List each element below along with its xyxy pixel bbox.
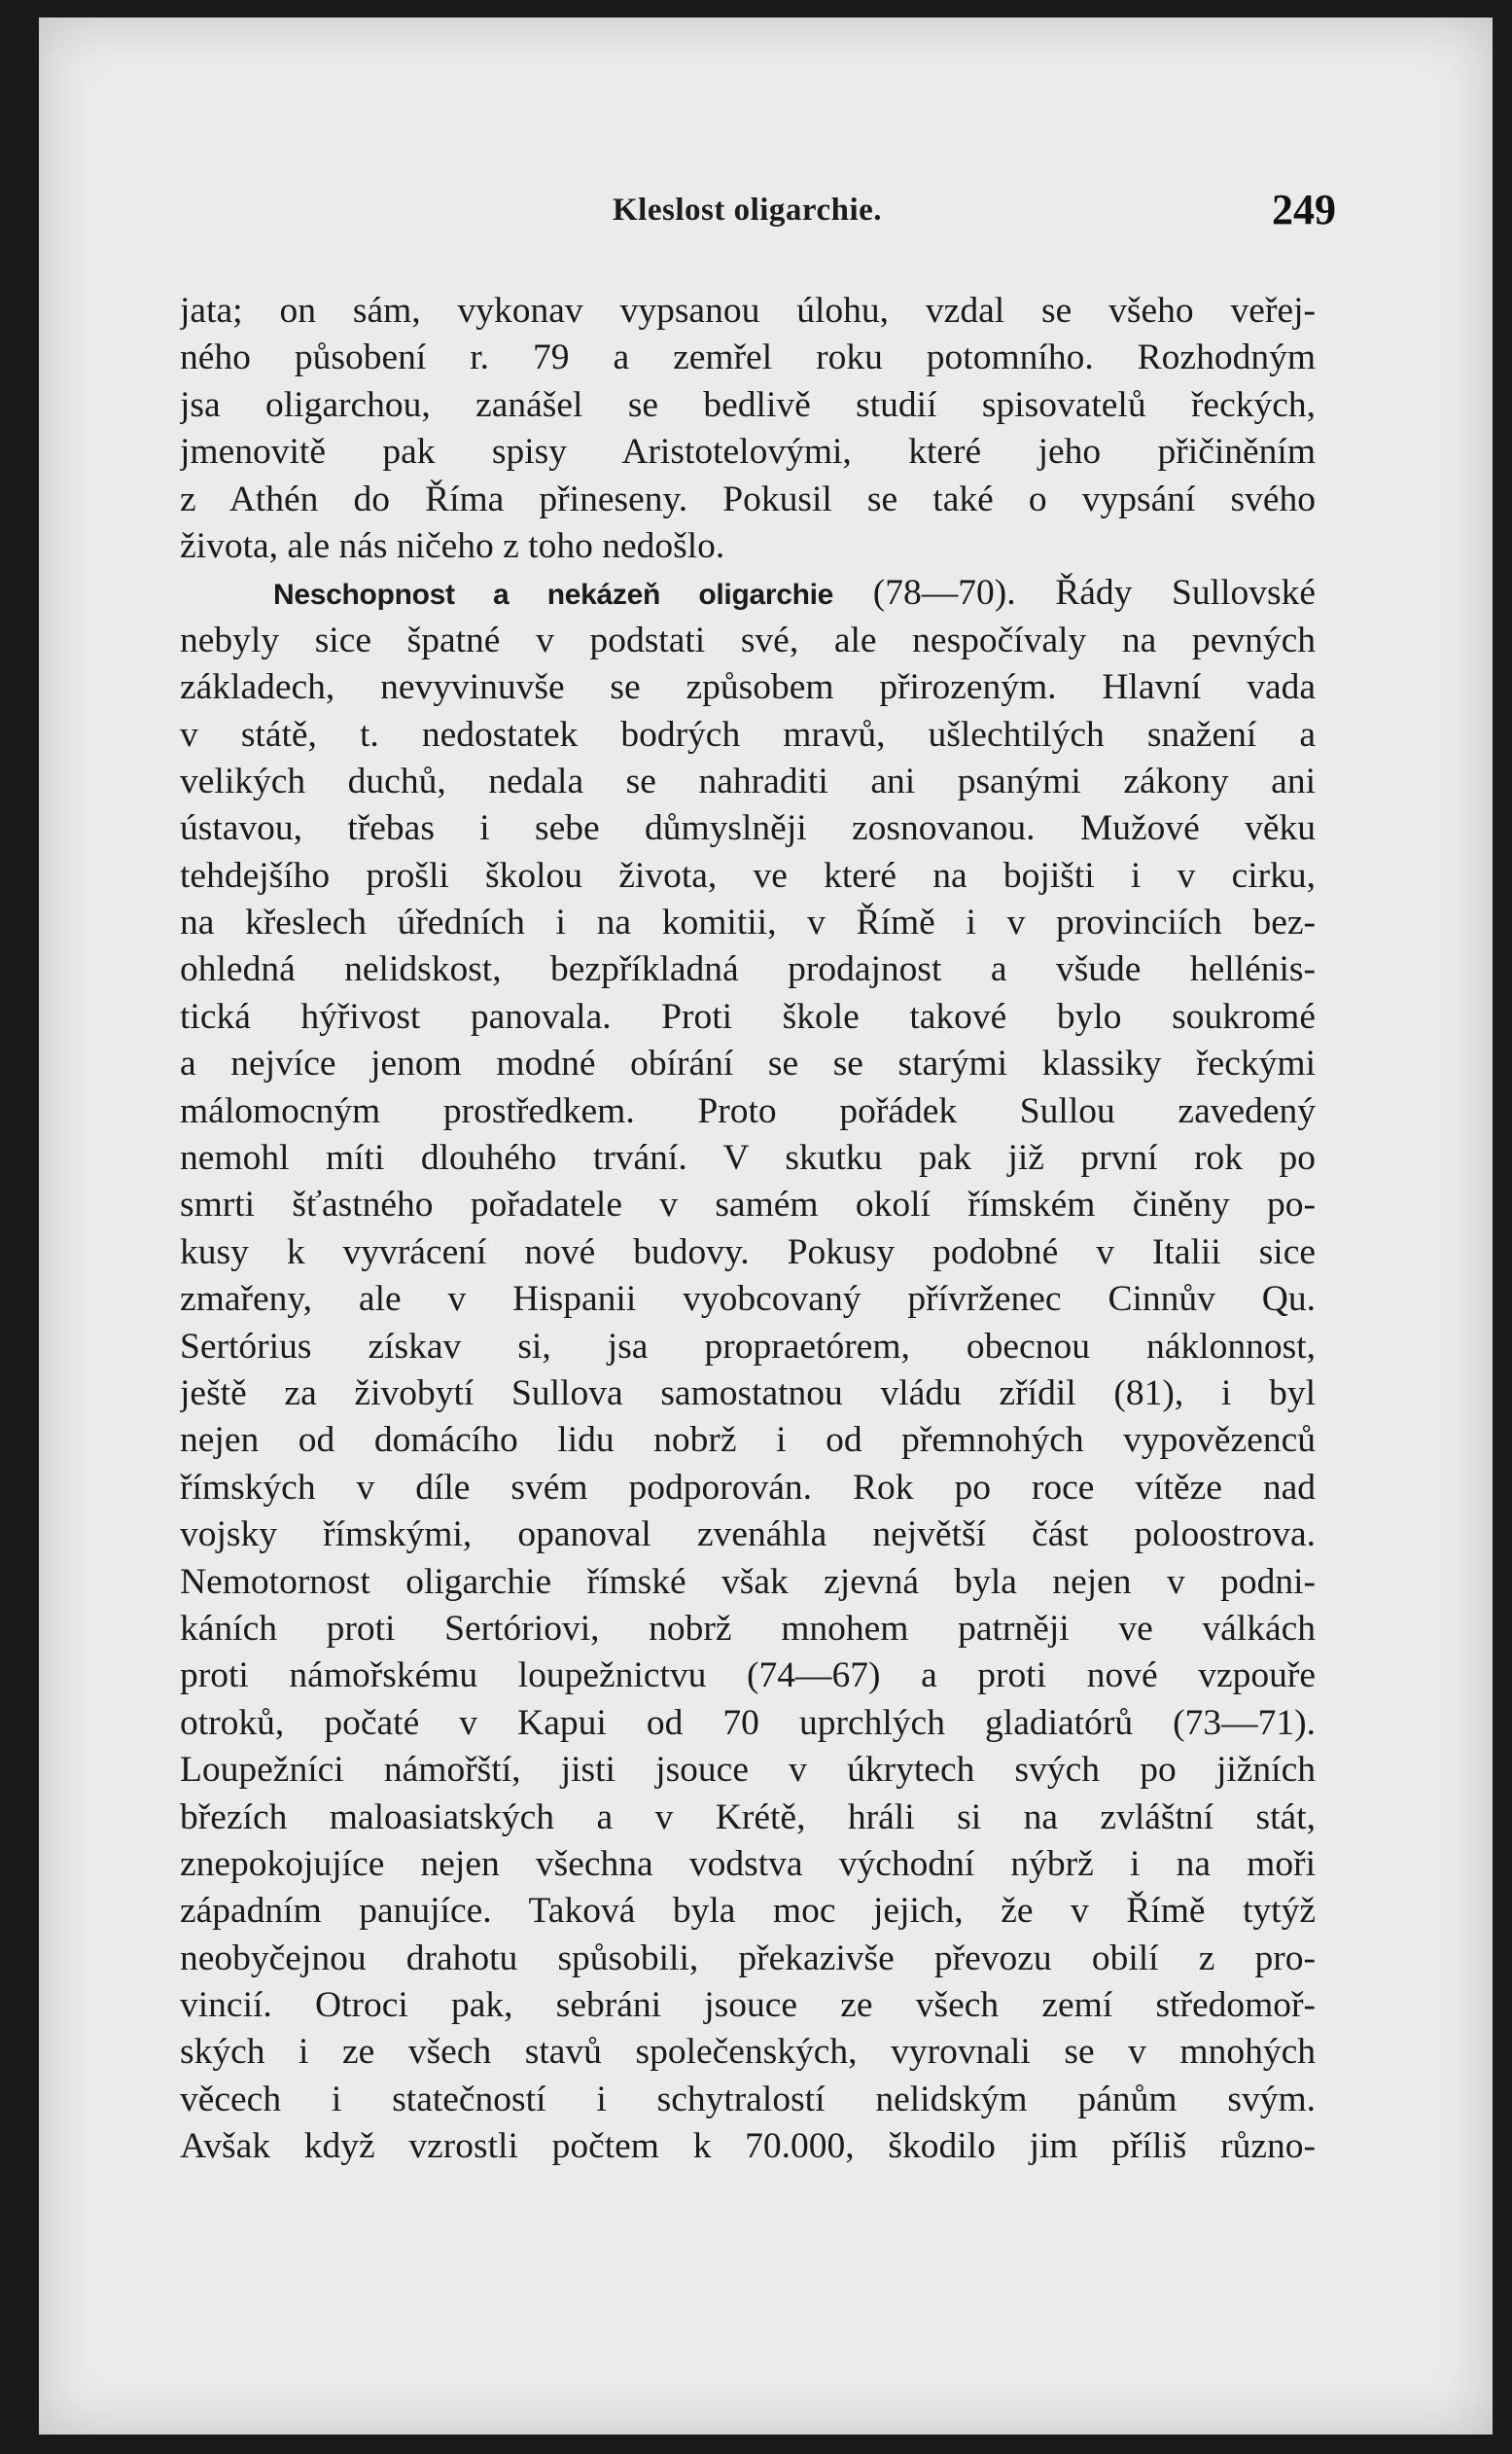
text-line: vincií. Otroci pak, sebráni jsouce ze všech zemí středomoř- [180, 1985, 1316, 2026]
text-line: kusy k vyvrácení nové budovy. Pokusy podobné v Italii sice [180, 1231, 1316, 1272]
text-line: proti námořskému loupežnictvu (74—67) a proti nové vzpouře [180, 1655, 1316, 1696]
sidenote-continuation: (78—70). Řády Sullovské [833, 573, 1316, 614]
page-number: 249 [1272, 186, 1336, 233]
text-line: jsa oligarchou, zanášel se bedlivě studií spisovatelů řeckých, [180, 384, 1316, 425]
sidenote-heading: Neschopnost a nekázeň oligarchie [273, 579, 834, 612]
text-line: smrti šťastného pořadatele v samém okolí římském činěny po- [180, 1185, 1316, 1226]
text-line: ného působení r. 79 a zemřel roku potomního. Rozhodným [180, 338, 1316, 378]
text-line: a nejvíce jenom modné obírání se se starými klassiky řeckými [180, 1044, 1316, 1085]
text-line: základech, nevyvinuvše se způsobem přirozeným. Hlavní vada [180, 667, 1316, 708]
text-line: otroků, počaté v Kapui od 70 uprchlých gladiatórů (73—71). [180, 1702, 1316, 1743]
text-line: Sertórius získav si, jsa propraetórem, obecnou náklonnost, [180, 1326, 1316, 1367]
text-line: z Athén do Říma přineseny. Pokusil se také o vypsání svého [180, 479, 1316, 519]
text-line: jata; on sám, vykonav vypsanou úlohu, vzdal se všeho veřej- [180, 291, 1316, 331]
text-line: ohledná nelidskost, bezpříkladná prodajnost a všude hellénis- [180, 949, 1316, 990]
text-line: nemohl míti dlouhého trvání. V skutku pak již první rok po [180, 1138, 1316, 1179]
text-line: vojsky římskými, opanoval zvenáhla největší část poloostrova. [180, 1514, 1316, 1555]
text-line: Avšak když vzrostli počtem k 70.000, škodilo jim příliš různo- [180, 2126, 1316, 2167]
text-line: tehdejšího prošli školou života, ve které na bojišti i v cirku, [180, 855, 1316, 896]
text-line: neobyčejnou drahotu spůsobili, překazivše převozu obilí z pro- [180, 1938, 1316, 1978]
text-line: tická hýřivost panovala. Proti škole takové bylo soukromé [180, 996, 1316, 1037]
text-line: březích maloasiatských a v Krétě, hráli si na zvláštní stát, [180, 1796, 1316, 1837]
text-line: káních proti Sertóriovi, nobrž mnohem patrněji ve válkách [180, 1608, 1316, 1649]
text-line: ústavou, třebas i sebe důmyslněji zosnovanou. Mužové věku [180, 808, 1316, 849]
text-line: ských i ze všech stavů společenských, vyrovnali se v mnohých [180, 2032, 1316, 2073]
running-title: Kleslost oligarchie. [613, 193, 883, 228]
text-line: ještě za živobytí Sullova samostatnou vládu zřídil (81), i byl [180, 1372, 1316, 1413]
text-line: života, ale nás ničeho z toho nedošlo. [180, 525, 725, 566]
text-line: znepokojujíce nejen všechna vodstva východní nýbrž i na moři [180, 1843, 1316, 1884]
body-text [180, 288, 1316, 2171]
text-line: jmenovitě pak spisy Aristotelovými, které jeho přičiněním [180, 432, 1316, 473]
text-line: na křeslech úředních i na komitii, v Římě i v provinciích bez- [180, 903, 1316, 943]
text-line-with-sidenote [180, 570, 1316, 617]
text-line: nejen od domácího lidu nobrž i od přemnohých vypovězenců [180, 1420, 1316, 1461]
text-line: v státě, t. nedostatek bodrých mravů, ušlechtilých snažení a [180, 714, 1316, 755]
text-line: západním panujíce. Taková byla moc jejich, že v Římě tytýž [180, 1891, 1316, 1932]
text-line: nebyly sice špatné v podstati své, ale nespočívaly na pevných [180, 620, 1316, 660]
text-line: Nemotornost oligarchie římské však zjevná byla nejen v podni- [180, 1561, 1316, 1602]
text-line: velikých duchů, nedala se nahraditi ani psanými zákony ani [180, 761, 1316, 801]
text-line: Loupežníci námořští, jisti jsouce v úkrytech svých po jižních [180, 1750, 1316, 1791]
text-line: málomocným prostředkem. Proto pořádek Sullou zavedený [180, 1090, 1316, 1131]
text-line: římských v díle svém podporován. Rok po roce vítěze nad [180, 1467, 1316, 1508]
page-header [0, 173, 1512, 251]
text-line: věcech i statečností i schytralostí nelidským pánům svým. [180, 2079, 1316, 2119]
text-line: zmařeny, ale v Hispanii vyobcovaný přívrženec Cinnův Qu. [180, 1279, 1316, 1320]
